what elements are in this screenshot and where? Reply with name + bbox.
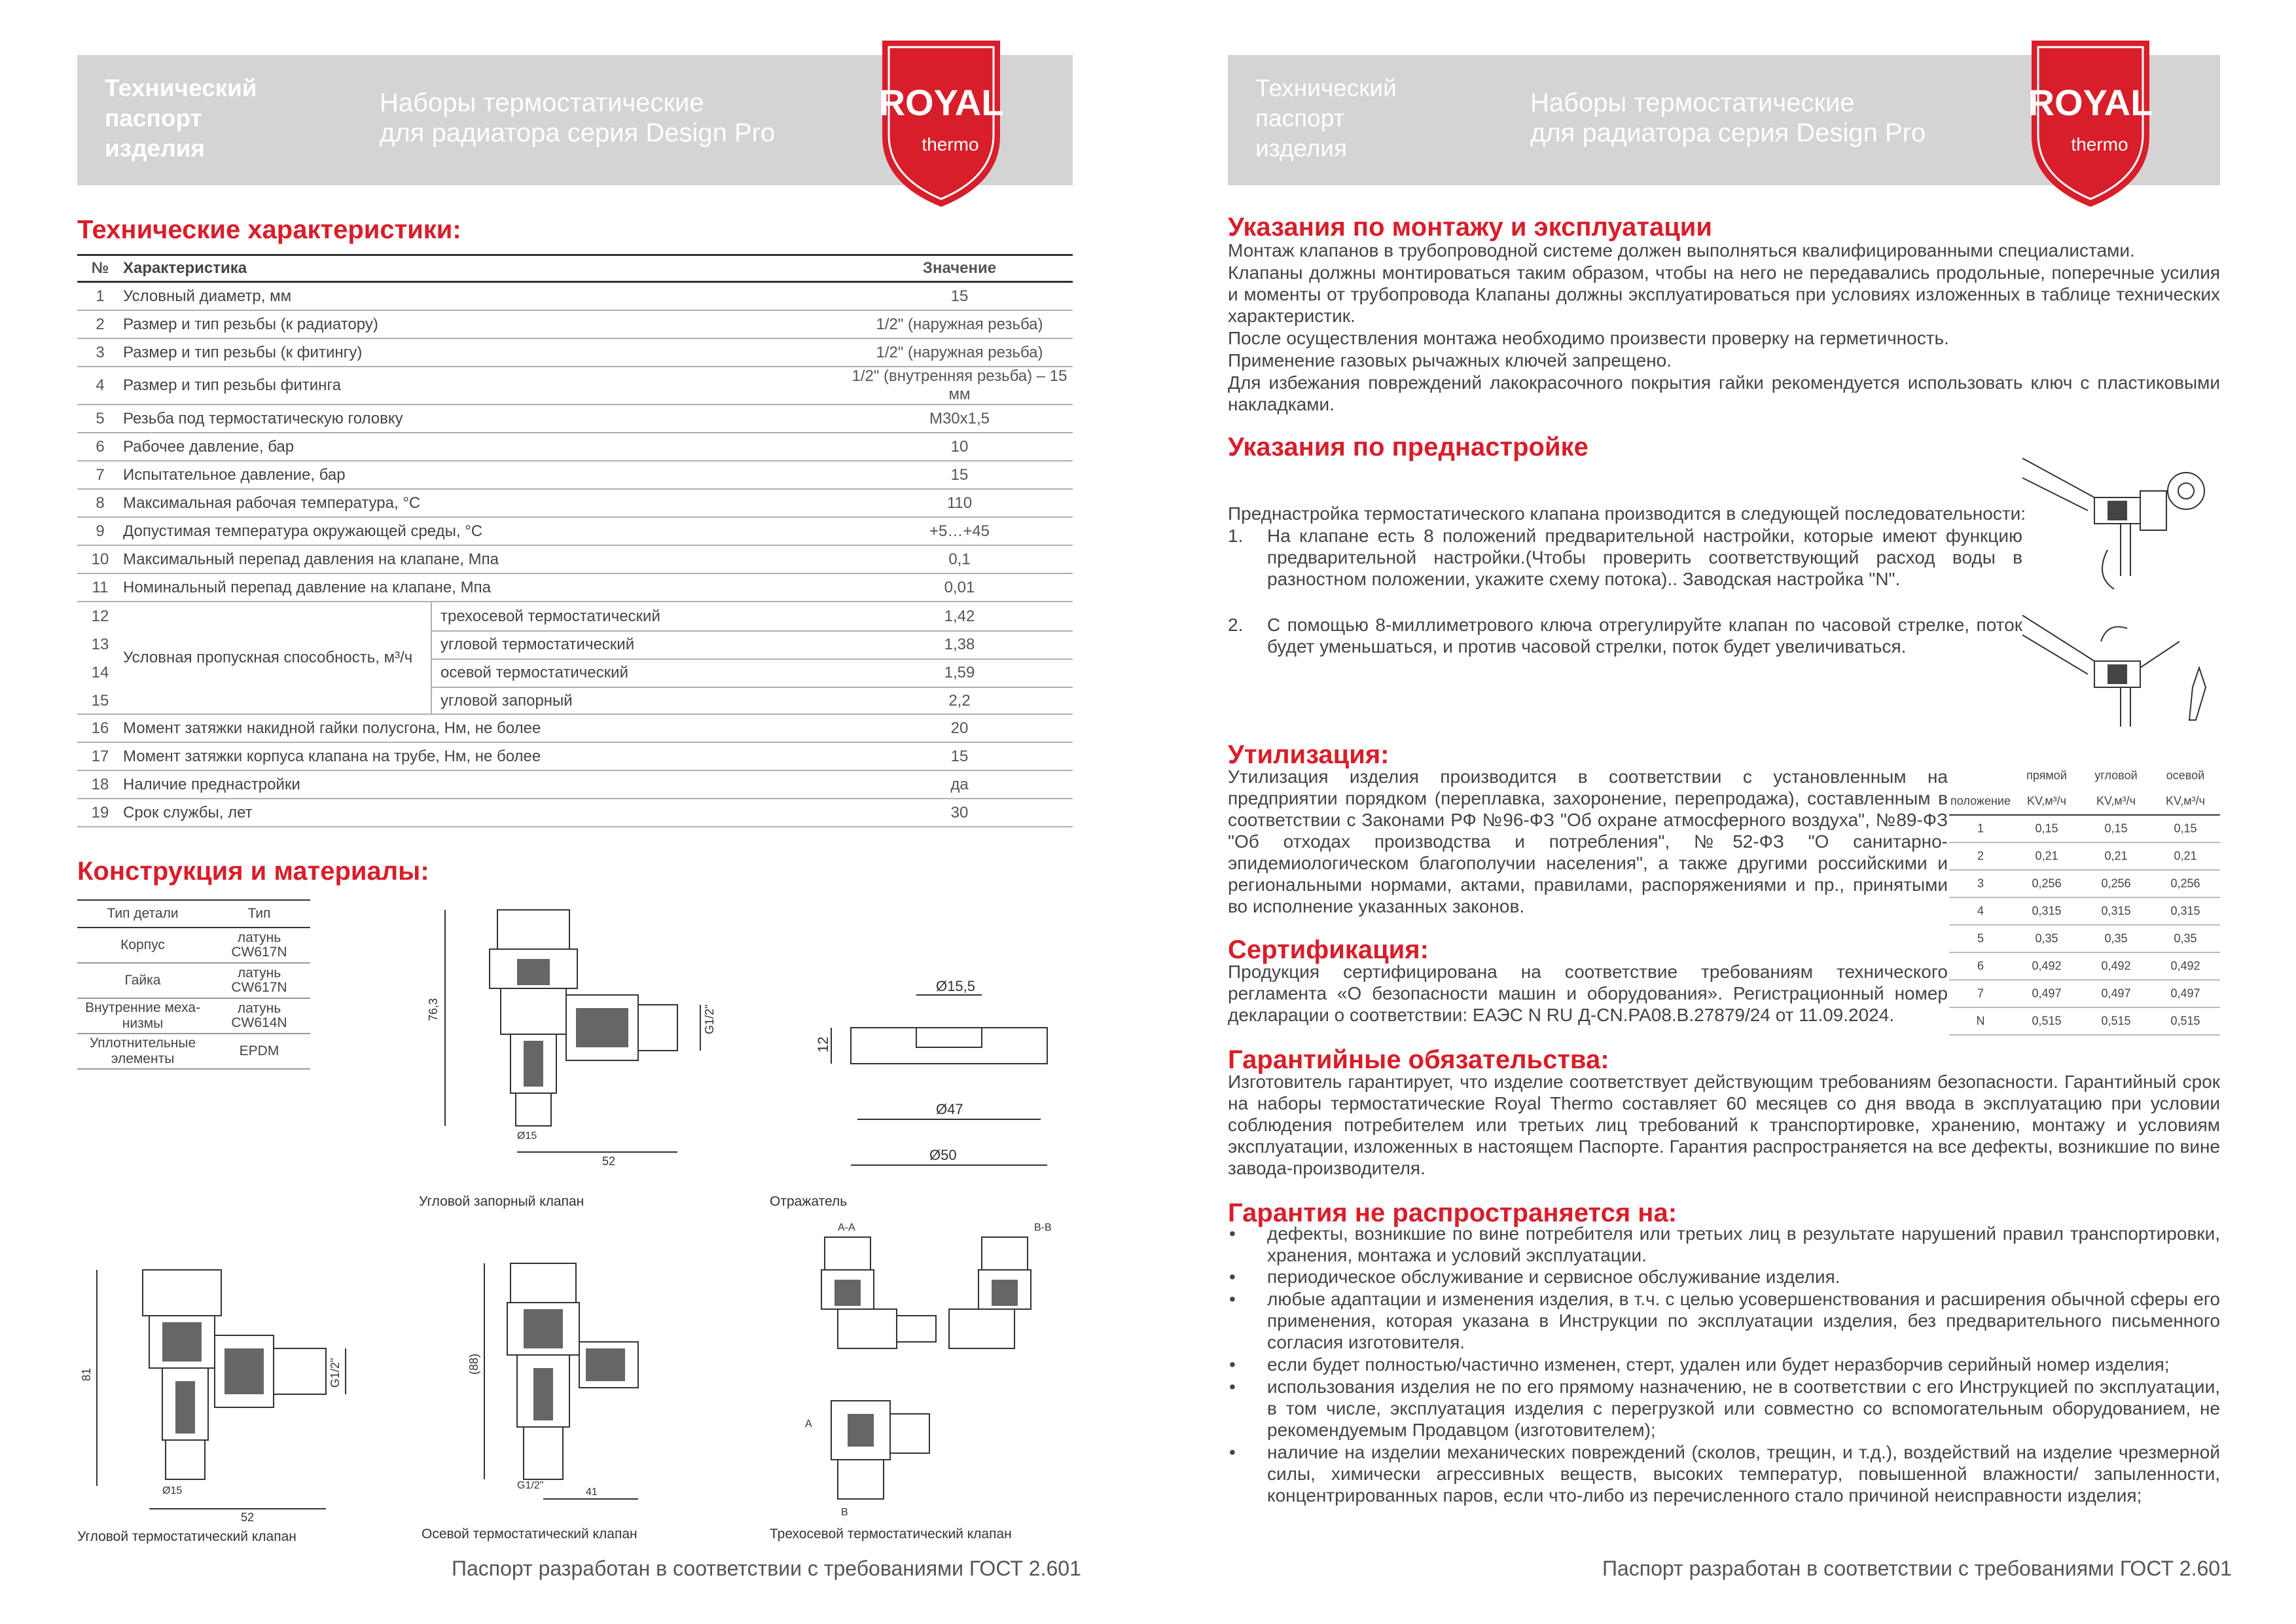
table-row: 3 Размер и тип резьбы (к фитингу) 1/2" (наружная резьба): [77, 339, 1073, 367]
corner-shutoff-caption: Угловой запорный клапан: [419, 1194, 584, 1209]
svg-text:В-В: В-В: [1034, 1222, 1052, 1233]
certification-title: Сертификация:: [1228, 935, 1429, 964]
spec-head: № Характеристика Значение: [77, 254, 1073, 283]
logo-sub: thermo: [922, 134, 979, 154]
table-row: 16 Момент затяжки накидной гайки полусгона, Нм, не более 20: [77, 715, 1073, 743]
install-title: Указания по монтажу и эксплуатации: [1228, 213, 1712, 242]
doc-title: Наборы термостатические для радиатора серия Design Pro: [1530, 88, 1926, 147]
presetting-title: Указания по преднастройке: [1228, 433, 1588, 461]
table-row: 19 Срок службы, лет 30: [77, 799, 1073, 827]
table-row: 5 0,35 0,35 0,35: [1949, 926, 2220, 953]
table-row: 3 0,256 0,256 0,256: [1949, 871, 2220, 898]
page-footer: Паспорт разработан в соответствии с требованиями ГОСТ 2.601: [452, 1557, 1081, 1580]
table-row: 12 трехосевой термостатический 1,42: [91, 607, 975, 625]
svg-text:Ø47: Ø47: [936, 1101, 963, 1117]
svg-text:Ø15: Ø15: [517, 1130, 537, 1142]
install-line: Для избежания повреждений лакокрасочного покрытия гайки рекомендуется использовать ключ с пластиковыми накладками.: [1228, 372, 2220, 414]
certification-text: Продукция сертифицирована на соответствие требованиям технического регламента «О безопасности машин и оборудования». Регистрационный номер декларации о соответствии: ЕАЭС N RU Д-CN.PA08.B.27879/24 от 11.09.2024.: [1228, 962, 1948, 1025]
svg-text:G1/2": G1/2": [517, 1480, 544, 1491]
presetting-intro: Преднастройка термостатического клапана производится в следующей последовательности:: [1228, 503, 2026, 524]
list-item: периодическое обслуживание и сервисное обслуживание изделия.: [1267, 1267, 1840, 1287]
svg-text:А: А: [805, 1418, 812, 1430]
list-item: наличие на изделии механических повреждений (сколов, трещин, и т.д.), воздействий на изделие чрезмерной силы, химически агрессивных веществ, высоких температур, повышенной влажности/ запыленности, концентрированных паров, если что-либо из перечисленного стало причиной неисправности изделия;: [1267, 1442, 2220, 1506]
table-row: 13 угловой термостатический 1,38: [91, 635, 975, 653]
warranty-title: Гарантийные обязательства:: [1228, 1045, 1609, 1074]
svg-text:(88): (88): [467, 1353, 480, 1375]
utilization-text: Утилизация изделия производится в соответствии с установленным на предприятии порядком (переплавка, захоронение, перепродажа), составленным в соответствии с Законами РФ №96-ФЗ "Об охране атмосферного воздуха", №89-ФЗ "Об отходах производства и потребления", №52-ФЗ "О санитарно-эпидемиологическом благополучии населения", а также другими российскими и региональными нормами, актами, правилами, распоряжениями и пр., принятыми во исполнение указанных законов.: [1228, 767, 1948, 916]
install-line: После осуществления монтажа необходимо произвести проверку на герметичность.: [1228, 328, 1949, 348]
svg-text:52: 52: [241, 1511, 255, 1524]
table-row: 7 0,497 0,497 0,497: [1949, 981, 2220, 1008]
table-row: 11 Номинальный перепад давление на клапане, Мпа 0,01: [77, 574, 1073, 602]
table-row: 6 0,492 0,492 0,492: [1949, 953, 2220, 981]
svg-text:81: 81: [80, 1367, 93, 1381]
table-row: 6 Рабочее давление, бар 10: [77, 433, 1073, 461]
materials-head: Тип детали Тип: [77, 899, 310, 928]
list-item: использования изделия не по его прямому назначению, не в соответствии с его Инструкцией по эксплуатации, в том числе, эксплуатация изделия с перегрузкой или совместно со вспомогательным оборудованием, не рекомендуемым Продавцом (изготовителем);: [1267, 1377, 2220, 1440]
install-line: Монтаж клапанов в трубопроводной системе должен выполняться квалифицированными специалистами.: [1228, 240, 2135, 261]
logo-brand: ROYAL: [878, 82, 1004, 123]
svg-text:52: 52: [602, 1155, 616, 1168]
triaxial-thermo-caption: Трехосевой термостатический клапан: [770, 1526, 1012, 1542]
kv-head-2: положение KV,м³/ч KV,м³/ч KV,м³/ч: [1949, 788, 2220, 816]
table-row: 14 осевой термостатический 1,59: [91, 663, 975, 681]
axial-thermo-caption: Осевой термостатический клапан: [422, 1526, 637, 1542]
doc-title: Наборы термостатические для радиатора серия Design Pro: [380, 88, 776, 147]
corner-thermo-caption: Угловой термостатический клапан: [77, 1529, 296, 1544]
logo-sub: thermo: [2071, 134, 2128, 154]
table-row: 9 Допустимая температура окружающей среды, °С +5…+45: [77, 518, 1073, 546]
logo-brand: ROYAL: [2028, 82, 2153, 123]
list-item: если будет полностью/частично изменен, стерт, удален или будет неразборчив серийный номер изделия;: [1267, 1354, 2170, 1375]
svg-text:41: 41: [586, 1487, 598, 1498]
warranty-text: Изготовитель гарантирует, что изделие соответствует действующим требованиям безопасности. Гарантийный срок на наборы термостатические Royal Thermo составляет 60 месяцев со дня ввода в эксплуатацию при условии соблюдения потребителем или третьих лиц требований к транспортировке, хранению, монтажу и условиям эксплуатации, изложенных в настоящем Паспорте. Гарантия распространяется на все дефекты, возникшие по вине завода-производителя.: [1228, 1072, 2220, 1178]
svg-text:G1/2": G1/2": [329, 1358, 342, 1388]
no-warranty-title: Гарантия не распространяется на:: [1228, 1199, 1677, 1227]
kv-table: [1949, 763, 2220, 1036]
table-row: Гайка латунь CW617N: [77, 964, 310, 999]
table-row: N 0,515 0,515 0,515: [1949, 1008, 2220, 1036]
install-line: Применение газовых рычажных ключей запрещено.: [1228, 350, 1672, 370]
flow-group-label: Условная пропускная способность, м³/ч: [123, 649, 413, 666]
doc-type: Технический паспорт изделия: [105, 75, 257, 162]
right-page: Технический паспорт изделия Наборы термостатические для радиатора серия Design Pro ROYAL thermo Указания по монтажу и эксплуатации Монтаж клапанов в трубопроводной системе должен выполняться квалифицированными специалистами. Клапаны должны монтироваться таким образом, чтобы на него не передавались продольные, поперечные усилия и моменты от трубопровода Клапаны должны эксплуатироваться при условиях изложенных в таблице технических характеристик. После осуществления монтажа необходимо произвести проверку на герметичность. Применение газовых рычажных ключей запрещено. Для избежания повреждений лакокрасочного покрытия гайки рекомендуется использовать ключ с пластиковыми накладками. Указания по преднастройке Преднастройка термостатического клапана производится в следующей последовательности: 1. На клапане есть 8 положений предварительной настройки, которые имеют функцию предварительной настройки.(Чтобы проверить соответствующий расход воды в разностном положении, укажите схему потока).. Заводская настройка "N". 2. С помощью 8-миллиметрового ключа отрегулируйте клапан по часовой стрелке, поток будет уменьшаться, и против часовой стрелки, поток будет увеличиваться. Утилизация: Утилизация изделия производится в соответствии с установленным на предприятии порядком (переплавка, захоронение, перепродажа), составленным в соответствии с Законами РФ №96-ФЗ "Об охране атмосферного воздуха", №89-ФЗ "Об отходах производства и потребления", №52-ФЗ "О санитарно-эпидемиологическом благополучии населения", а также другими российскими и региональными нормами, актами, правилами, распоряжениями и пр., принятыми во исполнение указанных законов. прямой угловой осевой положение KV,м³/ч KV,м³/ч KV,м³/ч 1 0,15 0,15 0,15 2 0,21 0,21 0,21 3 0,256 0,256 0,256 4 0,315 0,315 0,315 5 0,35 0,35 0,35 6 0,492 0,492 0,492 7 0,497 0,497 0,497 N 0,515 0,515 0,515 Сертификация: Продукция сертифицирована на соответствие требованиям технического регламента «О безопасности машин и оборудования». Регистрационный номер декларации о соответствии: ЕАЭС N RU Д-CN.PA08.B.27879/24 от 11.09.2024. Гарантийные обязательства: Изготовитель гарантирует, что изделие соответствует действующим требованиям безопасности. Гарантийный срок на наборы термостатические Royal Thermo составляет 60 месяцев со дня ввода в эксплуатацию при условии соблюдения потребителем или третьих лиц требований к транспортировке, хранению, монтажу и условиям эксплуатации, изложенных в настоящем Паспорте. Гарантия распространяется на все дефекты, возникшие по вине завода-производителя. Гарантия не распространяется на: • дефекты, возникшие по вине потребителя или третьих лиц в результате нарушений правил транспортировки, хранения, монтажа и условий эксплуатации. • периодическое обслуживание и сервисное обслуживание изделия. • любые адаптации и изменения изделия, в т.ч. с целью усовершенствования и расширения обычной сферы его применения, которая указана в Инструкции по эксплуатации изделия, без предварительного письменного согласия изготовителя. • если будет полностью/частично изменен, стерт, удален или будет неразборчив серийный номер изделия; • использования изделия не по его прямому назначению, не в соответствии с его Инструкцией по эксплуатации, в том числе, эксплуатация изделия с перегрузкой или совместно со вспомогательным оборудованием, не рекомендуемым Продавцом (изготовителем); • наличие на изделии механических повреждений (сколов, трещин, и т.д.), воздействий на изделие чрезмерной силы, химически агрессивных веществ, высоких температур, повышенной влажности/ запыленности, концентрированных паров, если что-либо из перечисленного стало причиной неисправности изделия; Паспорт разработан в соответствии с требованиями ГОСТ 2.601: [0, 0, 2296, 1624]
svg-text:Ø50: Ø50: [929, 1147, 957, 1163]
doc-type: Технический паспорт изделия: [1255, 75, 1397, 162]
presetting-step: С помощью 8-миллиметрового ключа отрегулируйте клапан по часовой стрелке, поток будет уменьшаться, и против часовой стрелки, поток будет увеличиваться.: [1267, 615, 2022, 657]
page-footer: Паспорт разработан в соответствии с требованиями ГОСТ 2.601: [1602, 1557, 2232, 1580]
utilization-title: Утилизация:: [1228, 740, 1390, 769]
table-row: 10 Максимальный перепад давления на клапане, Мпа 0,1: [77, 546, 1073, 574]
table-row: Уплотнительные элементы EPDM: [77, 1034, 310, 1070]
table-row: 7 Испытательное давление, бар 15: [77, 461, 1073, 490]
list-item: дефекты, возникшие по вине потребителя или третьих лиц в результате нарушений правил транспортировки, хранения, монтажа и условий эксплуатации.: [1267, 1223, 2220, 1265]
table-row: 2 0,21 0,21 0,21: [1949, 843, 2220, 871]
svg-text:В: В: [841, 1507, 848, 1518]
presetting-step: На клапане есть 8 положений предварительной настройки, которые имеют функцию предварительной настройки.(Чтобы проверить соответствующий расход воды в разностном положении, укажите схему потока).. Заводская настройка "N".: [1267, 526, 2022, 589]
svg-text:А-А: А-А: [838, 1222, 855, 1233]
spec-title: Технические характеристики:: [77, 215, 461, 244]
list-item: любые адаптации и изменения изделия, в т.ч. с целью усовершенствования и расширения обычной сферы его применения, которая указана в Инструкции по эксплуатации изделия, без предварительного письменного согласия изготовителя.: [1267, 1289, 2220, 1352]
table-row: 5 Резьба под термостатическую головку M30x1,5: [77, 405, 1073, 433]
materials-title: Конструкция и материалы:: [77, 857, 429, 886]
kv-head-1: прямой угловой осевой: [2026, 768, 2205, 782]
svg-text:G1/2": G1/2": [703, 1004, 716, 1034]
table-row: 1 Условный диаметр, мм 15: [77, 283, 1073, 311]
table-row: Внутренние меха-низмы латунь CW614N: [77, 999, 310, 1034]
reflector-caption: Отражатель: [770, 1194, 848, 1209]
royal-thermo-logo: [2026, 38, 2155, 209]
table-row: 18 Наличие преднастройки да: [77, 771, 1073, 799]
table-row: Корпус латунь CW617N: [77, 928, 310, 964]
table-row: 4 Размер и тип резьбы фитинга 1/2" (внутренняя резьба) – 15 мм: [77, 367, 1073, 405]
table-row: 8 Максимальная рабочая температура, °С 110: [77, 490, 1073, 518]
table-row: 15 угловой запорный 2,2: [91, 691, 971, 710]
svg-text:12: 12: [815, 1036, 831, 1053]
table-row: 1 0,15 0,15 0,15: [1949, 816, 2220, 843]
presetting-illustration: [2016, 445, 2212, 733]
install-line: Клапаны должны монтироваться таким образом, чтобы на него не передавались продольные, поперечные усилия и моменты от трубопровода Клапаны должны эксплуатироваться при условиях изложенных в таблице технических характеристик.: [1228, 262, 2220, 326]
svg-text:76,3: 76,3: [427, 998, 440, 1021]
table-row: 17 Момент затяжки корпуса клапана на трубе, Нм, не более 15: [77, 743, 1073, 771]
table-row: 2 Размер и тип резьбы (к радиатору) 1/2" (наружная резьба): [77, 311, 1073, 339]
svg-text:Ø15,5: Ø15,5: [936, 978, 975, 994]
svg-text:Ø15: Ø15: [162, 1485, 183, 1496]
table-row: 4 0,315 0,315 0,315: [1949, 898, 2220, 926]
